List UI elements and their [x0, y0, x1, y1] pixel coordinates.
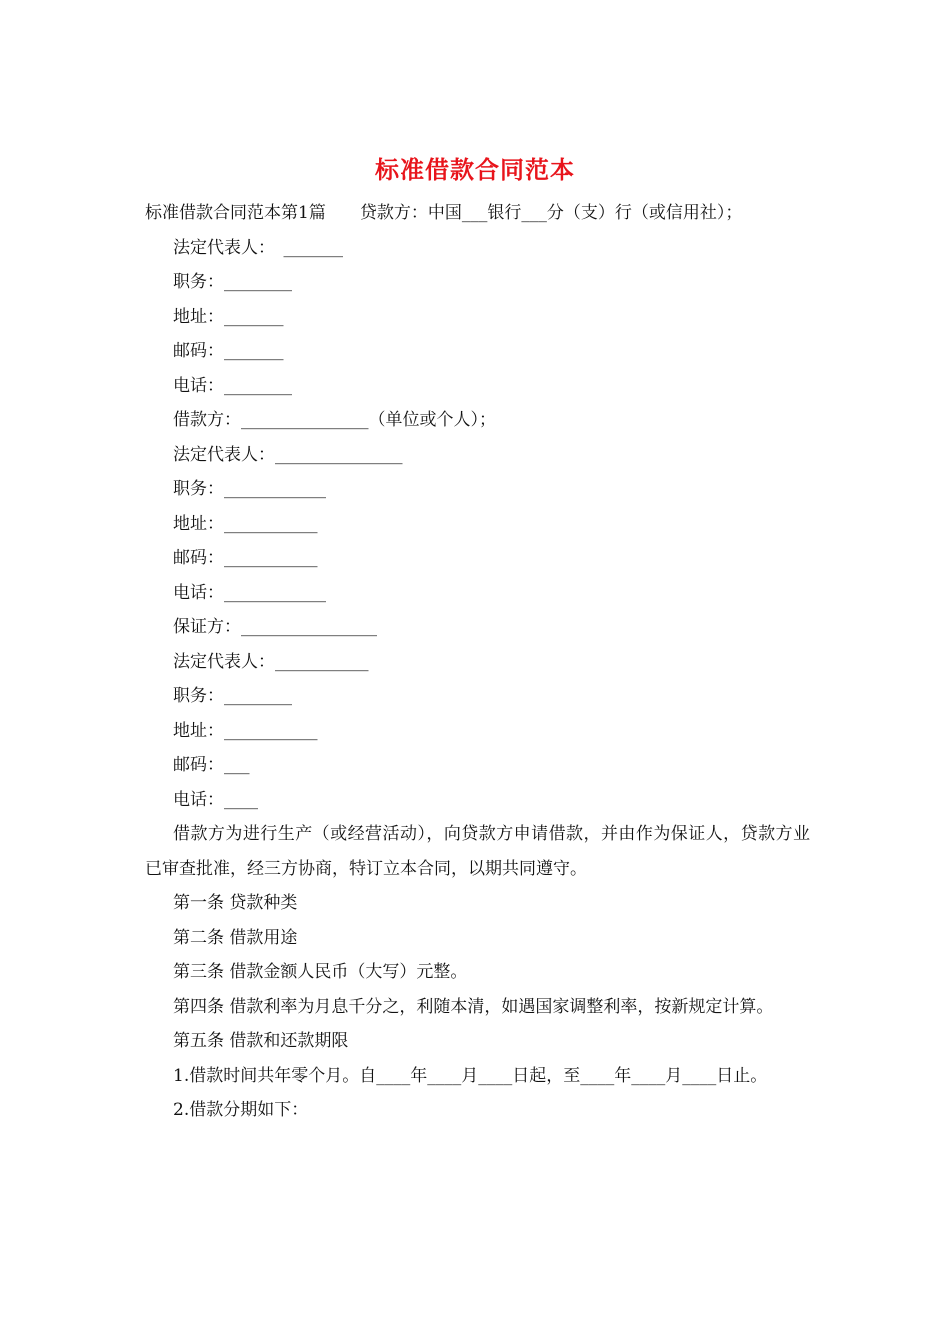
text-line: 地址：___________ — [173, 720, 318, 741]
text-line: 电话：____ — [173, 789, 258, 810]
text-line: 法定代表人：___________ — [173, 651, 369, 672]
document-title: 标准借款合同范本 — [375, 155, 575, 184]
text-line: 借款方：_______________（单位或个人）； — [173, 410, 496, 430]
document-body — [145, 196, 810, 1128]
text-line: 法定代表人：_______________ — [173, 444, 403, 465]
paragraph: 第一条 贷款种类 — [173, 893, 298, 913]
text-line: 邮码：_______ — [173, 341, 284, 361]
text-line: 地址：___________ — [173, 513, 318, 534]
text-line: 标准借款合同范本第1篇 贷款方：中国___银行___分（支）行（或信用社）； — [145, 203, 743, 223]
paragraph: 第四条 借款利率为月息千分之，利随本清，如遇国家调整利率，按新规定计算。 — [173, 996, 774, 1017]
paragraph: 1.借款时间共年零个月。自____年____月____日起，至____年____月____日止。 — [173, 1065, 768, 1086]
text-line: 电话：____________ — [173, 582, 326, 603]
paragraph: 第二条 借款用途 — [173, 927, 298, 948]
text-line: 职务：________ — [173, 272, 292, 292]
text-line: 法定代表人： _______ — [173, 237, 343, 258]
text-line: 邮码：___________ — [173, 548, 318, 568]
text-line: 电话：________ — [173, 375, 292, 396]
paragraph: 借款方为进行生产（或经营活动），向贷款方申请借款，并由作为保证人，贷款方业已审查批准，经三方协商，特订立本合同，以期共同遵守。 — [145, 824, 810, 879]
paragraph: 第五条 借款和还款期限 — [173, 1031, 349, 1051]
paragraph: 2.借款分期如下： — [173, 1100, 309, 1120]
text-line: 职务：________ — [173, 686, 292, 706]
text-line: 职务：____________ — [173, 479, 326, 499]
text-line: 邮码：___ — [173, 755, 250, 775]
text-line: 保证方：________________ — [173, 617, 377, 637]
text-line: 地址：_______ — [173, 306, 284, 327]
paragraph: 第三条 借款金额人民币（大写）元整。 — [173, 962, 468, 982]
